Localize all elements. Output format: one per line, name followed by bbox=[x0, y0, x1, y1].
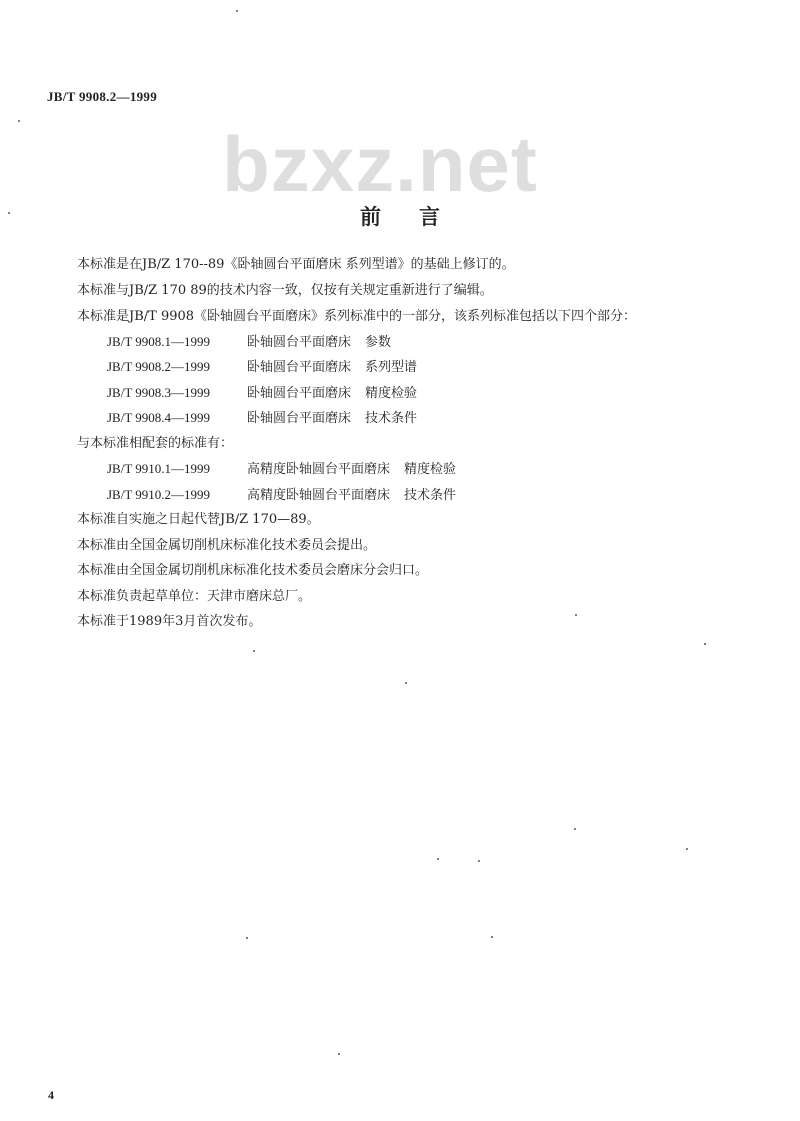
standard-code: JB/T 9908.3—1999 bbox=[107, 385, 211, 400]
scan-speck bbox=[704, 643, 706, 645]
standard-code: JB/T 9910.2—1999 bbox=[107, 487, 211, 502]
scan-speck bbox=[246, 937, 248, 939]
title-char-right: 言 bbox=[419, 204, 440, 229]
scan-speck bbox=[575, 614, 577, 616]
scan-speck bbox=[405, 682, 407, 684]
standard-part: 参数 bbox=[365, 335, 392, 350]
standard-name: 卧轴圆台平面磨床 bbox=[247, 386, 352, 401]
scan-speck bbox=[574, 828, 576, 830]
standard-name: 高精度卧轴圆台平面磨床 bbox=[247, 462, 391, 477]
page-number: 4 bbox=[48, 1088, 54, 1102]
scan-speck bbox=[491, 936, 493, 938]
series-part-item bbox=[107, 411, 417, 425]
paragraph: 本标准由全国金属切削机床标准化技术委员会提出。 bbox=[77, 538, 377, 553]
paragraph: 本标准于1989年3月首次发布。 bbox=[77, 614, 262, 629]
scan-speck bbox=[236, 10, 238, 12]
paragraph: 本标准是在JB/Z 170--89《卧轴圆台平面磨床 系列型谱》的基础上修订的。 bbox=[77, 257, 515, 272]
series-part-item bbox=[107, 360, 417, 374]
scan-speck bbox=[686, 848, 688, 850]
scan-speck bbox=[253, 650, 255, 652]
standard-part: 技术条件 bbox=[365, 411, 418, 426]
watermark: bzxz.net bbox=[222, 120, 538, 208]
standard-name: 卧轴圆台平面磨床 bbox=[247, 411, 352, 426]
standard-code: JB/T 9908.2—1999 bbox=[107, 359, 211, 374]
title-char-left: 前 bbox=[360, 204, 381, 229]
paragraph: 本标准与JB/Z 170 89的技术内容一致，仅按有关规定重新进行了编辑。 bbox=[77, 283, 493, 298]
standard-part: 技术条件 bbox=[404, 488, 457, 503]
paragraph: 本标准是JB/T 9908《卧轴圆台平面磨床》系列标准中的一部分，该系列标准包括以下四个部分： bbox=[77, 309, 637, 324]
series-part-item bbox=[107, 335, 391, 349]
scan-speck bbox=[18, 120, 20, 122]
scan-speck bbox=[437, 858, 439, 860]
standard-code: JB/T 9908.4—1999 bbox=[107, 410, 211, 425]
standard-name: 高精度卧轴圆台平面磨床 bbox=[247, 488, 391, 503]
paragraph: 本标准自实施之日起代替JB/Z 170—89。 bbox=[77, 512, 320, 527]
matching-standard-item bbox=[107, 488, 456, 502]
standard-code-header: JB/T 9908.2—1999 bbox=[47, 89, 158, 104]
standard-part: 系列型谱 bbox=[365, 360, 418, 375]
paragraph: 本标准由全国金属切削机床标准化技术委员会磨床分会归口。 bbox=[77, 563, 429, 578]
standard-part: 精度检验 bbox=[404, 462, 457, 477]
standard-name: 卧轴圆台平面磨床 bbox=[247, 360, 352, 375]
scan-speck bbox=[478, 860, 480, 862]
page-title bbox=[300, 201, 500, 231]
scan-speck bbox=[8, 212, 10, 214]
series-part-item bbox=[107, 386, 417, 400]
standard-name: 卧轴圆台平面磨床 bbox=[247, 335, 352, 350]
matching-intro: 与本标准相配套的标准有： bbox=[77, 436, 234, 451]
paragraph: 本标准负责起草单位：天津市磨床总厂。 bbox=[77, 589, 312, 604]
standard-part: 精度检验 bbox=[365, 386, 418, 401]
standard-code: JB/T 9908.1—1999 bbox=[107, 334, 211, 349]
standard-code: JB/T 9910.1—1999 bbox=[107, 461, 211, 476]
scan-speck bbox=[338, 1053, 340, 1055]
matching-standard-item bbox=[107, 462, 456, 476]
